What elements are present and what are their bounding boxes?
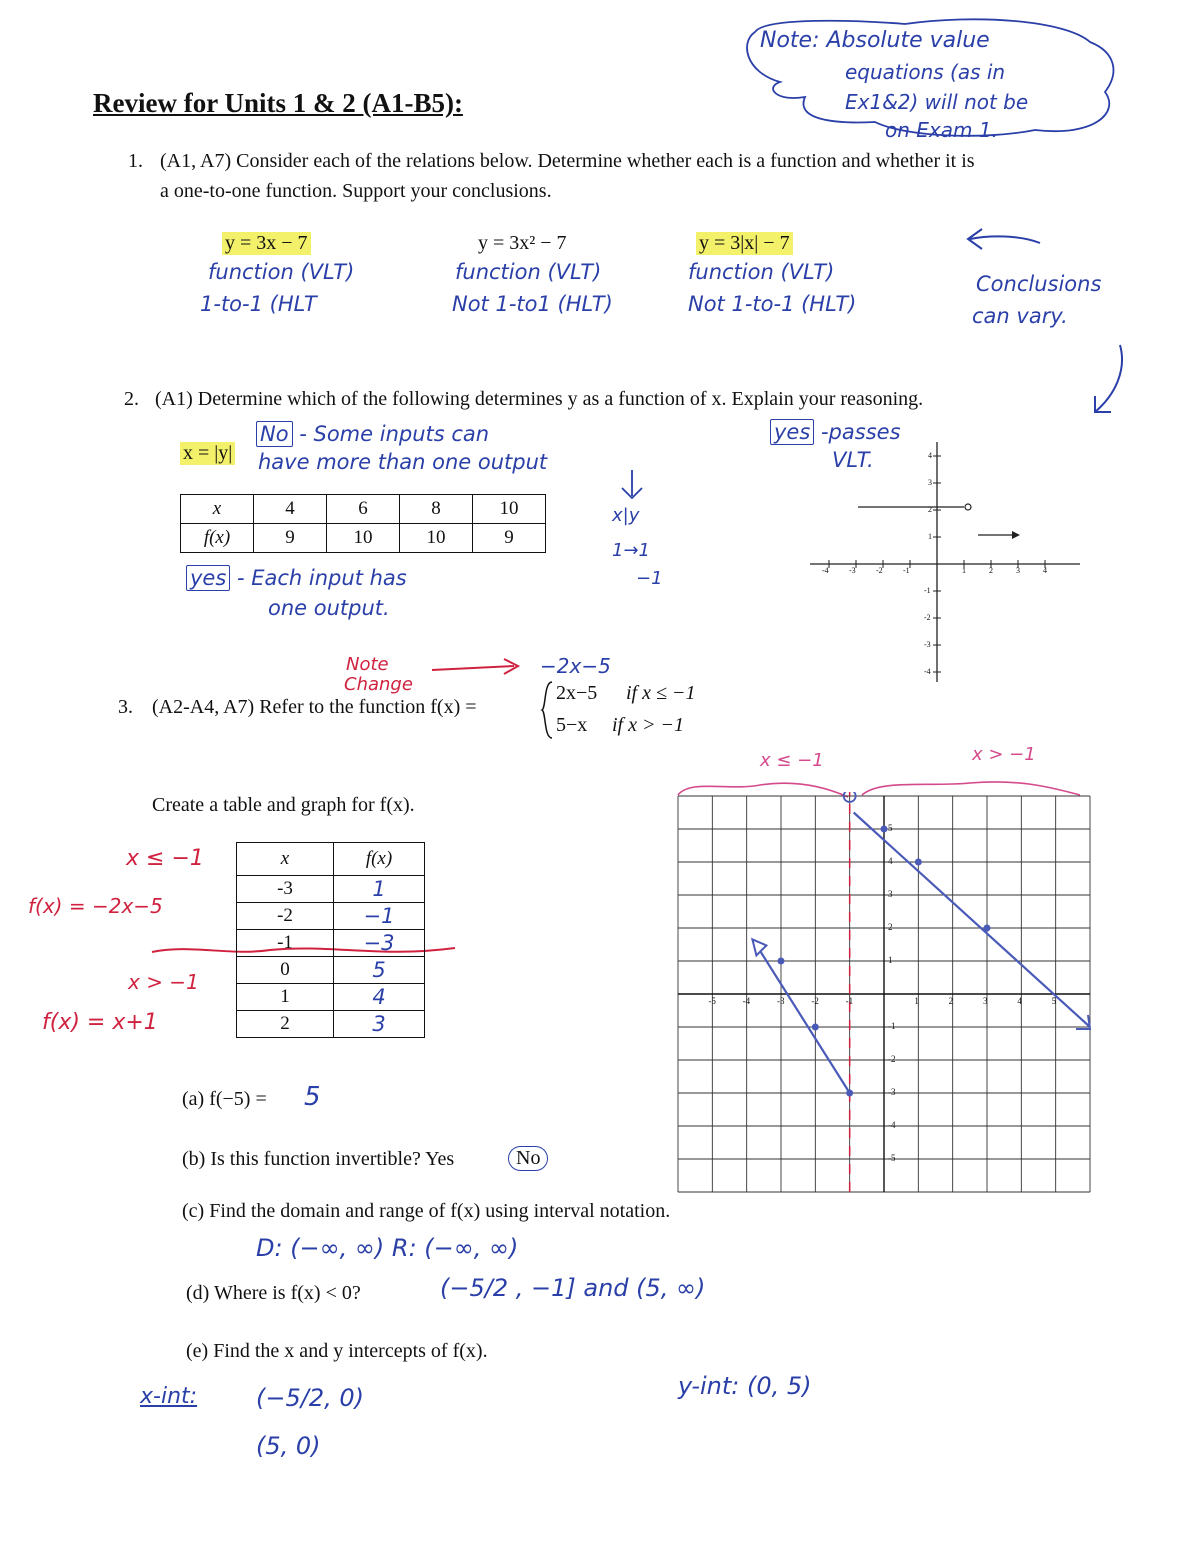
q2-tick-y-neg1: -1 bbox=[924, 586, 931, 595]
q1-relation-2: y = 3x² − 7 bbox=[478, 232, 567, 254]
q3-cond1: x ≤ −1 bbox=[126, 846, 204, 871]
table-cell: x bbox=[181, 495, 254, 524]
q2-relation-1-ans2: have more than one output bbox=[258, 450, 548, 474]
page-title: Review for Units 1 & 2 (A1-B5): bbox=[93, 88, 463, 118]
q3-tick-x-label: -1 bbox=[845, 996, 854, 1006]
table-row bbox=[181, 495, 546, 524]
q3-tick-x-label: 4 bbox=[1017, 996, 1022, 1006]
q2-tick-x-3: 3 bbox=[1016, 566, 1020, 575]
q3-text: (A2-A4, A7) Refer to the function f(x) = bbox=[152, 696, 477, 718]
q1-relation-1: y = 3x − 7 bbox=[222, 232, 311, 255]
graph-point bbox=[778, 958, 785, 965]
table-cell: 4 bbox=[254, 495, 327, 524]
q3-f1: f(x) = −2x−5 bbox=[28, 894, 163, 918]
table-cell: x bbox=[237, 843, 334, 876]
q3-tick-x-label: -2 bbox=[811, 996, 819, 1006]
q2-mini-map-head: x|y bbox=[612, 505, 640, 526]
note-line-4: on Exam 1. bbox=[885, 118, 998, 142]
q2-mini-map-row1: 1→1 bbox=[612, 540, 650, 561]
arrowhead-up-icon bbox=[752, 939, 766, 955]
table-cell: 2 bbox=[237, 1011, 334, 1038]
q2-tick-x-neg1: -1 bbox=[903, 566, 910, 575]
q1-relation-3: y = 3|x| − 7 bbox=[696, 232, 793, 255]
q3-tick-y-label: -2 bbox=[888, 1054, 896, 1064]
note-line-2: equations (as in bbox=[845, 60, 1006, 84]
q3-piece2-expr: 5−x bbox=[556, 714, 588, 736]
arrow-right-red-icon bbox=[430, 656, 525, 680]
q2-table-answer bbox=[186, 566, 407, 590]
table-row bbox=[237, 957, 425, 984]
q3-tick-y-label: -3 bbox=[888, 1087, 896, 1097]
q1-relation-2-ans1: function (VLT) bbox=[455, 260, 602, 284]
q2-tick-x-neg4: -4 bbox=[822, 566, 829, 575]
q2-relation-1: x = |y| bbox=[180, 442, 235, 465]
table-row bbox=[237, 843, 425, 876]
q1-side-note-2: can vary. bbox=[972, 304, 1068, 328]
q1-text-line1: (A1, A7) Consider each of the relations below. Determine whether each is a function and whether it is bbox=[160, 150, 975, 172]
q2-table bbox=[180, 494, 546, 553]
q3-f2: f(x) = x+1 bbox=[42, 1010, 158, 1035]
graph-point bbox=[846, 1090, 853, 1097]
arrow-left-icon bbox=[960, 225, 1050, 255]
q3-tick-y-label: 3 bbox=[888, 889, 893, 899]
arrow-down-icon bbox=[1085, 340, 1135, 420]
q3-tick-y-label: -4 bbox=[888, 1120, 896, 1130]
q3-tick-x-label: 2 bbox=[948, 996, 954, 1006]
q3-tick-y-label: 1 bbox=[888, 955, 893, 965]
q2-number: 2. bbox=[124, 388, 139, 410]
q3-tick-y-label: 4 bbox=[888, 856, 893, 866]
note-line-3: Ex1&2) will not be bbox=[845, 90, 1029, 114]
table-cell: 10 bbox=[400, 524, 473, 553]
q3-tick-y-label: 5 bbox=[888, 823, 893, 833]
table-row bbox=[237, 903, 425, 930]
table-cell: 10 bbox=[327, 524, 400, 553]
table-cell: −3 bbox=[334, 930, 425, 957]
q3-piece1-expr: 2x−5 bbox=[556, 682, 598, 704]
q3-c-question: (c) Find the domain and range of f(x) using interval notation. bbox=[182, 1200, 671, 1222]
graph-point bbox=[881, 826, 888, 833]
q3-tick-x-label: 1 bbox=[914, 996, 919, 1006]
q3-graph-label-right: x > −1 bbox=[972, 744, 1036, 765]
table-cell: -2 bbox=[237, 903, 334, 930]
table-cell: -1 bbox=[237, 930, 334, 957]
q3-correction: −2x−5 bbox=[540, 654, 611, 678]
q3-a-answer: 5 bbox=[304, 1082, 321, 1112]
q2-tick-y-neg2: -2 bbox=[924, 613, 931, 622]
table-cell: 9 bbox=[254, 524, 327, 553]
q2-table-ans2: one output. bbox=[268, 596, 390, 620]
q1-relation-3-ans1: function (VLT) bbox=[688, 260, 835, 284]
arrow-right-icon bbox=[1012, 531, 1020, 539]
q3-c-answer: D: (−∞, ∞) R: (−∞, ∞) bbox=[256, 1234, 519, 1262]
q3-tick-y-label: -5 bbox=[888, 1153, 896, 1163]
table-cell: -3 bbox=[237, 876, 334, 903]
table-cell: 6 bbox=[327, 495, 400, 524]
q3-e-question: (e) Find the x and y intercepts of f(x). bbox=[186, 1340, 488, 1362]
q3-xint-2: (5, 0) bbox=[256, 1432, 321, 1460]
table-row bbox=[237, 1011, 425, 1038]
q2-relation-1-box: No bbox=[256, 421, 293, 447]
q3-piece1-cond: if x ≤ −1 bbox=[626, 682, 696, 704]
q3-a-question: (a) f(−5) = bbox=[182, 1088, 267, 1110]
graph-open-point bbox=[965, 504, 971, 510]
table-cell: 1 bbox=[334, 876, 425, 903]
q2-graph-ans1: -passes bbox=[820, 420, 901, 444]
brace-icon bbox=[540, 680, 554, 740]
graph-point bbox=[984, 925, 991, 932]
q2-graph bbox=[800, 430, 1090, 690]
q2-tick-y-neg3: -3 bbox=[924, 640, 931, 649]
q3-note: Note bbox=[346, 654, 389, 675]
q2-relation-1-ans1: - Some inputs can bbox=[299, 422, 490, 446]
q1-number: 1. bbox=[128, 150, 143, 172]
table-cell: f(x) bbox=[181, 524, 254, 553]
table-cell: 1 bbox=[237, 984, 334, 1011]
graph-point bbox=[812, 1024, 819, 1031]
q2-graph-ans2: VLT. bbox=[832, 448, 874, 472]
table-row bbox=[237, 876, 425, 903]
table-cell: 10 bbox=[473, 495, 546, 524]
q2-tick-y-1: 1 bbox=[928, 532, 932, 541]
q1-relation-1-ans2: 1-to-1 (HLT bbox=[200, 292, 317, 316]
q3-b-question: (b) Is this function invertible? Yes bbox=[182, 1148, 455, 1170]
q3-d-question: (d) Where is f(x) < 0? bbox=[186, 1282, 361, 1304]
q2-table-ans1: - Each input has bbox=[236, 566, 407, 590]
q1-side-note-1: Conclusions bbox=[976, 272, 1102, 296]
q3-table bbox=[236, 842, 425, 1038]
q3-tick-x-label: -3 bbox=[777, 996, 785, 1006]
q3-b-answer: No bbox=[508, 1146, 548, 1171]
q1-relation-3-ans2: Not 1-to-1 (HLT) bbox=[688, 292, 857, 316]
q2-relation-1-answer bbox=[256, 422, 489, 446]
q2-tick-y-3: 3 bbox=[928, 478, 932, 487]
q2-tick-y-4: 4 bbox=[928, 451, 932, 460]
q2-tick-x-neg3: -3 bbox=[849, 566, 856, 575]
q3-number: 3. bbox=[118, 696, 133, 718]
q3-tick-x-label: 3 bbox=[983, 996, 988, 1006]
arrow-down-small-icon bbox=[612, 468, 652, 502]
q3-tick-x-label: 5 bbox=[1051, 996, 1057, 1006]
q2-tick-y-2: 2 bbox=[928, 505, 932, 514]
table-row bbox=[181, 524, 546, 553]
q3-tick-x-label: -4 bbox=[742, 996, 751, 1006]
table-cell: 8 bbox=[400, 495, 473, 524]
q2-tick-x-neg2: -2 bbox=[876, 566, 883, 575]
q3-graph-label-left: x ≤ −1 bbox=[760, 750, 824, 771]
q3-tick-y-label: -1 bbox=[888, 1021, 896, 1031]
q2-text: (A1) Determine which of the following determines y as a function of x. Explain your reasoning. bbox=[155, 388, 924, 410]
q2-table-box: yes bbox=[186, 565, 230, 591]
graph-point bbox=[915, 859, 922, 866]
q2-tick-x-2: 2 bbox=[989, 566, 993, 575]
q2-graph-box: yes bbox=[770, 419, 814, 445]
note-line-1: Note: Absolute value bbox=[760, 28, 990, 53]
q3-create: Create a table and graph for f(x). bbox=[152, 794, 415, 816]
q3-tick-x-label: -5 bbox=[708, 996, 716, 1006]
table-row bbox=[237, 930, 425, 957]
table-cell: 0 bbox=[237, 957, 334, 984]
table-row bbox=[237, 984, 425, 1011]
q1-relation-2-ans2: Not 1-to1 (HLT) bbox=[452, 292, 613, 316]
q3-graph bbox=[674, 792, 1094, 1196]
graph-segment-right bbox=[854, 813, 1090, 1028]
table-cell: f(x) bbox=[334, 843, 425, 876]
q3-xint-label: x-int: bbox=[140, 1384, 198, 1409]
table-cell: 4 bbox=[334, 984, 425, 1011]
q3-xint-1: (−5/2, 0) bbox=[256, 1384, 364, 1412]
q3-change: Change bbox=[344, 674, 413, 695]
table-cell: 5 bbox=[334, 957, 425, 984]
q1-text-line2: a one-to-one function. Support your conclusions. bbox=[160, 180, 552, 202]
q3-cond2: x > −1 bbox=[128, 970, 199, 994]
q3-d-answer: (−5/2 , −1] and (5, ∞) bbox=[440, 1274, 706, 1302]
q3-tick-y-label: 2 bbox=[888, 922, 893, 932]
q1-relation-1-ans1: function (VLT) bbox=[208, 260, 355, 284]
q2-tick-y-neg4: -4 bbox=[924, 667, 931, 676]
graph-segment-left bbox=[760, 951, 849, 1093]
q2-tick-x-1: 1 bbox=[962, 566, 966, 575]
table-cell: 3 bbox=[334, 1011, 425, 1038]
q3-piece2-cond: if x > −1 bbox=[612, 714, 684, 736]
q2-tick-x-4: 4 bbox=[1043, 566, 1047, 575]
table-cell: 9 bbox=[473, 524, 546, 553]
table-cell: −1 bbox=[334, 903, 425, 930]
q3-yint: y-int: (0, 5) bbox=[678, 1372, 812, 1400]
q2-mini-map-row2: −1 bbox=[636, 568, 663, 589]
